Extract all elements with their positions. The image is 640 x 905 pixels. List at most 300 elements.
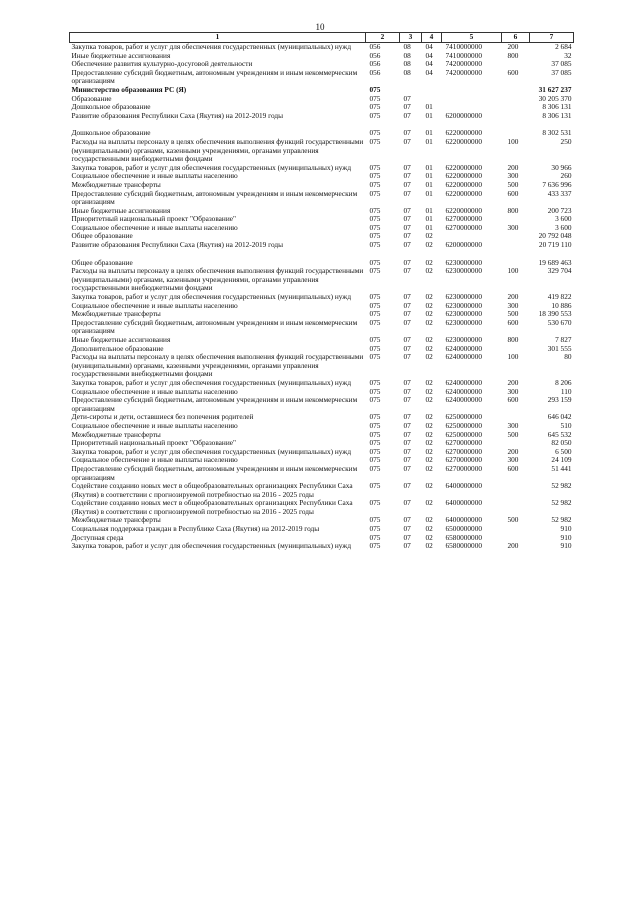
cell-section: 07: [403, 300, 411, 310]
cell-subsection: 01: [425, 222, 433, 232]
cell-section: 08: [403, 59, 411, 69]
table-row: [70, 86, 574, 95]
cell-expense-type: 200: [507, 292, 519, 302]
table-row: [70, 120, 574, 138]
cell-amount: 910: [560, 541, 572, 551]
cell-amount: 7 827: [555, 335, 572, 344]
cell-target-item: 6270000000: [445, 446, 482, 456]
cell-subsection: 02: [425, 455, 433, 465]
table-row: [70, 241, 574, 250]
cell-amount: 19 689 463: [538, 257, 572, 267]
cell-expense-type: 800: [507, 335, 519, 344]
cell-subsection: 02: [425, 343, 433, 353]
cell-section: 07: [403, 317, 411, 327]
cell-target-item: 6250000000: [445, 412, 482, 422]
cell-target-item: 6270000000: [445, 438, 482, 448]
cell-admin: 075: [369, 136, 381, 146]
cell-amount: 8 306 131: [542, 110, 572, 120]
budget-table: [69, 32, 574, 551]
cell-amount: 910: [560, 532, 572, 542]
table-row: [70, 542, 574, 551]
cell-subsection: 04: [425, 42, 433, 51]
cell-admin: 075: [369, 317, 381, 327]
cell-subsection: 01: [425, 179, 433, 189]
cell-section: 07: [403, 438, 411, 448]
cell-amount: 910: [560, 524, 572, 534]
cell-name: Иные бюджетные ассигнования: [71, 335, 171, 344]
cell-subsection: 02: [425, 335, 433, 344]
cell-amount: 32: [564, 50, 572, 60]
cell-admin: 075: [369, 515, 381, 525]
cell-amount: 10 886: [551, 300, 572, 310]
table-row: [70, 250, 574, 268]
cell-section: 07: [403, 205, 411, 215]
cell-subsection: 02: [425, 541, 433, 551]
cell-name: Социальное обеспечение и иные выплаты населению: [71, 300, 238, 310]
cell-name: Расходы на выплаты персоналу в целях обеспечения выполнения функций государственными (муниципальными) органами, казенными учреждениями, органами управления государственными внебюджетными фондами: [71, 266, 364, 293]
cell-target-item: 6270000000: [445, 222, 482, 232]
cell-name: Межбюджетные трансферты: [71, 179, 161, 189]
cell-target-item: 6580000000: [445, 532, 482, 542]
cell-amount: 200 723: [547, 205, 572, 215]
cell-target-item: 7420000000: [445, 59, 482, 69]
cell-name: Закупка товаров, работ и услуг для обеспечения государственных (муниципальных) нужд: [71, 446, 352, 456]
cell-admin: 075: [369, 429, 381, 439]
cell-section: 07: [403, 214, 411, 224]
cell-subsection: 02: [425, 257, 433, 267]
cell-amount: 8 306 131: [542, 102, 572, 112]
cell-admin: 075: [369, 179, 381, 189]
cell-expense-type: 600: [507, 317, 519, 327]
cell-target-item: 6270000000: [445, 214, 482, 224]
cell-name: Предоставление субсидий бюджетным, автономным учреждениям и иным некоммерческим организациям: [71, 188, 358, 207]
cell-admin: 075: [369, 257, 381, 267]
cell-expense-type: 500: [507, 429, 519, 439]
cell-expense-type: 500: [507, 309, 519, 319]
cell-target-item: 6500000000: [445, 524, 482, 534]
cell-expense-type: 300: [507, 222, 519, 232]
header-col-1: 1: [70, 33, 366, 43]
cell-section: 07: [403, 481, 411, 491]
cell-target-item: 6200000000: [445, 110, 482, 120]
cell-name: Закупка товаров, работ и услуг для обеспечения государственных (муниципальных) нужд: [71, 42, 352, 51]
cell-target-item: 7420000000: [445, 67, 482, 77]
cell-amount: 18 390 553: [538, 309, 572, 319]
cell-admin: 075: [369, 110, 381, 120]
cell-expense-type: 600: [507, 395, 519, 405]
cell-amount: 7 636 996: [542, 179, 572, 189]
cell-name: Развитие образования Республики Саха (Якутия) на 2012-2019 годы: [71, 240, 284, 250]
table-row: [70, 267, 574, 293]
cell-admin: 075: [369, 412, 381, 422]
cell-expense-type: [502, 103, 530, 112]
cell-subsection: 02: [425, 498, 433, 508]
cell-section: 07: [403, 240, 411, 250]
cell-target-item: 6200000000: [445, 240, 482, 250]
table-row: [70, 69, 574, 86]
cell-subsection: 02: [425, 309, 433, 319]
cell-name: Общее образование: [71, 231, 133, 241]
cell-name: Обеспечение развития культурно-досуговой деятельности: [71, 59, 253, 69]
cell-admin: 075: [369, 343, 381, 353]
cell-section: 07: [403, 222, 411, 232]
cell-target-item: 6400000000: [445, 515, 482, 525]
cell-expense-type: [502, 112, 530, 121]
table-row: [70, 353, 574, 379]
cell-amount: 8 302 531: [542, 128, 572, 138]
cell-target-item: 7410000000: [445, 50, 482, 60]
cell-target-item: 6270000000: [445, 463, 482, 473]
cell-admin: 075: [369, 84, 381, 94]
cell-section: 08: [403, 50, 411, 60]
header-col-7: 7: [530, 33, 574, 43]
cell-name: Закупка товаров, работ и услуг для обеспечения государственных (муниципальных) нужд: [71, 541, 352, 551]
cell-subsection: 04: [425, 50, 433, 60]
cell-name: Межбюджетные трансферты: [71, 309, 161, 319]
cell-subsection: 02: [425, 386, 433, 396]
cell-amount: 52 982: [551, 481, 572, 491]
cell-name: Общее образование: [71, 257, 133, 267]
cell-amount: 530 670: [547, 317, 572, 327]
cell-admin: 075: [369, 532, 381, 542]
cell-amount: 37 085: [551, 67, 572, 77]
cell-expense-type: 100: [507, 266, 519, 276]
cell-name: Социальное обеспечение и иные выплаты населению: [71, 455, 238, 465]
cell-name: Социальное обеспечение и иные выплаты населению: [71, 171, 238, 181]
cell-target-item: 6240000000: [445, 386, 482, 396]
cell-name: Приоритетный национальный проект "Образование": [71, 438, 236, 448]
cell-subsection: 02: [425, 515, 433, 525]
cell-amount: 3 600: [555, 222, 572, 232]
cell-amount: 52 982: [551, 498, 572, 508]
cell-expense-type: 100: [507, 136, 519, 146]
cell-amount: 20 792 048: [538, 231, 572, 241]
cell-name: Иные бюджетные ассигнования: [71, 205, 171, 215]
table-row: [70, 112, 574, 121]
cell-admin: 075: [369, 524, 381, 534]
cell-admin: 075: [369, 93, 381, 103]
cell-name: Содействие созданию новых мест в общеобразовательных организациях Республики Саха (Якутия) в соответствии с прогнозируемой потребностью на 2016 - 2025 годы: [71, 481, 353, 499]
cell-admin: 075: [369, 128, 381, 138]
cell-name: Предоставление субсидий бюджетным, автономным учреждениям и иным некоммерческим организациям: [71, 67, 358, 86]
cell-admin: 075: [369, 266, 381, 276]
cell-amount: 8 206: [555, 377, 572, 387]
cell-subsection: 01: [425, 171, 433, 181]
cell-subsection: 04: [425, 67, 433, 77]
cell-name: Межбюджетные трансферты: [71, 515, 161, 525]
cell-expense-type: 300: [507, 420, 519, 430]
cell-name: Закупка товаров, работ и услуг для обеспечения государственных (муниципальных) нужд: [71, 162, 352, 172]
cell-subsection: 02: [425, 532, 433, 542]
cell-section: 07: [403, 455, 411, 465]
cell-section: 07: [403, 292, 411, 302]
cell-target-item: 6230000000: [445, 266, 482, 276]
cell-admin: 075: [369, 309, 381, 319]
cell-section: 07: [403, 335, 411, 344]
cell-admin: 075: [369, 214, 381, 224]
cell-subsection: [422, 86, 442, 95]
header-col-5: 5: [442, 33, 502, 43]
cell-target-item: 6400000000: [445, 481, 482, 491]
cell-expense-type: 300: [507, 455, 519, 465]
cell-section: 07: [403, 188, 411, 198]
cell-section: 07: [403, 309, 411, 319]
cell-expense-type: [502, 241, 530, 250]
cell-target-item: 6580000000: [445, 541, 482, 551]
cell-section: 07: [403, 93, 411, 103]
cell-amount: 30 966: [551, 162, 572, 172]
cell-amount: 30 205 370: [538, 93, 572, 103]
cell-amount: 419 822: [547, 292, 572, 302]
cell-expense-type: [502, 86, 530, 95]
cell-subsection: 02: [425, 352, 433, 362]
table-row: [70, 224, 574, 233]
cell-subsection: 02: [425, 231, 433, 241]
cell-amount: 293 159: [547, 395, 572, 405]
cell-amount: 52 982: [551, 515, 572, 525]
cell-admin: 075: [369, 438, 381, 448]
cell-name: Закупка товаров, работ и услуг для обеспечения государственных (муниципальных) нужд: [71, 377, 352, 387]
cell-name: Иные бюджетные ассигнования: [71, 50, 171, 60]
cell-section: 07: [403, 386, 411, 396]
table-row: [70, 525, 574, 534]
cell-section: 07: [403, 524, 411, 534]
cell-amount: 433 337: [547, 188, 572, 198]
cell-section: 07: [403, 532, 411, 542]
table-row: [70, 465, 574, 482]
header-col-4: 4: [422, 33, 442, 43]
cell-name: Приоритетный национальный проект "Образование": [71, 214, 236, 224]
cell-admin: 075: [369, 377, 381, 387]
cell-section: 08: [403, 67, 411, 77]
cell-target-item: 6220000000: [445, 205, 482, 215]
cell-section: 07: [403, 343, 411, 353]
cell-subsection: 04: [425, 59, 433, 69]
cell-section: 07: [403, 463, 411, 473]
cell-subsection: 01: [425, 205, 433, 215]
cell-section: 07: [403, 102, 411, 112]
cell-section: 07: [403, 266, 411, 276]
cell-section: 07: [403, 429, 411, 439]
cell-admin: 075: [369, 292, 381, 302]
cell-target-item: 6230000000: [445, 335, 482, 344]
cell-admin: 075: [369, 498, 381, 508]
cell-expense-type: 200: [507, 377, 519, 387]
table-row: [70, 138, 574, 164]
table-row: [70, 319, 574, 336]
cell-admin: 075: [369, 481, 381, 491]
cell-admin: 075: [369, 352, 381, 362]
cell-target-item: 6220000000: [445, 188, 482, 198]
cell-target-item: [442, 95, 502, 104]
cell-name: Предоставление субсидий бюджетным, автономным учреждениям и иным некоммерческим организациям: [71, 463, 358, 482]
cell-name: Закупка товаров, работ и услуг для обеспечения государственных (муниципальных) нужд: [71, 292, 352, 302]
cell-subsection: 02: [425, 395, 433, 405]
cell-admin: 075: [369, 205, 381, 215]
cell-section: 07: [403, 128, 411, 138]
cell-section: 07: [403, 110, 411, 120]
cell-target-item: 6220000000: [445, 171, 482, 181]
cell-section: 07: [403, 231, 411, 241]
cell-name: Дополнительное образование: [71, 343, 164, 353]
cell-amount: 329 704: [547, 266, 572, 276]
cell-subsection: 02: [425, 377, 433, 387]
cell-name: Расходы на выплаты персоналу в целях обеспечения выполнения функций государственными (муниципальными) органами, казенными учреждениями, органами управления государственными внебюджетными фондами: [71, 136, 364, 164]
cell-target-item: 6240000000: [445, 395, 482, 405]
cell-expense-type: [502, 499, 530, 516]
cell-admin: 075: [369, 335, 381, 344]
cell-subsection: 01: [425, 214, 433, 224]
cell-target-item: 6220000000: [445, 136, 482, 146]
cell-amount: 80: [564, 352, 572, 362]
cell-subsection: 02: [425, 292, 433, 302]
cell-expense-type: 800: [507, 50, 519, 60]
cell-target-item: 6250000000: [445, 429, 482, 439]
cell-expense-type: 600: [507, 463, 519, 473]
page-number: 10: [315, 22, 325, 32]
cell-subsection: 02: [425, 446, 433, 456]
cell-section: 07: [403, 257, 411, 267]
cell-subsection: 02: [425, 438, 433, 448]
cell-subsection: 02: [425, 300, 433, 310]
table-body: [70, 43, 574, 551]
cell-expense-type: 200: [507, 541, 519, 551]
cell-admin: 075: [369, 231, 381, 241]
cell-expense-type: [502, 120, 530, 138]
cell-expense-type: 300: [507, 386, 519, 396]
cell-admin: 075: [369, 446, 381, 456]
cell-expense-type: 200: [507, 162, 519, 172]
cell-target-item: 6230000000: [445, 317, 482, 327]
cell-admin: 075: [369, 541, 381, 551]
cell-name: Образование: [71, 93, 112, 103]
cell-amount: 260: [560, 171, 572, 181]
cell-target-item: 6240000000: [445, 343, 482, 353]
cell-amount: 31 627 237: [538, 84, 572, 94]
cell-admin: 075: [369, 222, 381, 232]
cell-subsection: 02: [425, 420, 433, 430]
table-row: [70, 482, 574, 499]
cell-amount: 20 719 110: [538, 240, 572, 250]
cell-name: Предоставление субсидий бюджетным, автономным учреждениям и иным некоммерческим организациям: [71, 317, 358, 336]
cell-expense-type: 200: [507, 42, 519, 51]
cell-section: 08: [403, 42, 411, 51]
cell-name: Социальная поддержка граждан в Республике Саха (Якутия) на 2012-2019 годы: [71, 524, 320, 534]
cell-name: Расходы на выплаты персоналу в целях обеспечения выполнения функций государственными (муниципальными) органами, казенными учреждениями, органами управления государственными внебюджетными фондами: [71, 352, 364, 379]
cell-amount: 110: [560, 386, 572, 396]
header-col-3: 3: [400, 33, 422, 43]
cell-subsection: 01: [425, 188, 433, 198]
cell-admin: 075: [369, 240, 381, 250]
header-col-2: 2: [366, 33, 400, 43]
cell-subsection: 01: [425, 102, 433, 112]
cell-section: 07: [403, 352, 411, 362]
cell-admin: 075: [369, 188, 381, 198]
cell-name: Развитие образования Республики Саха (Якутия) на 2012-2019 годы: [71, 110, 284, 120]
cell-section: 07: [403, 179, 411, 189]
cell-target-item: 6220000000: [445, 128, 482, 138]
table-header-row: [70, 33, 574, 43]
cell-amount: 3 600: [555, 214, 572, 224]
cell-admin: 075: [369, 395, 381, 405]
cell-name: Дошкольное образование: [71, 102, 151, 112]
cell-target-item: 6240000000: [445, 377, 482, 387]
cell-name: Предоставление субсидий бюджетным, автономным учреждениям и иным некоммерческим организациям: [71, 395, 358, 413]
cell-amount: 2 684: [555, 42, 572, 51]
cell-name: Социальное обеспечение и иные выплаты населению: [71, 420, 238, 430]
cell-expense-type: [502, 525, 530, 534]
cell-name: Дети-сироты и дети, оставшиеся без попечения родителей: [71, 412, 254, 422]
cell-expense-type: 500: [507, 515, 519, 525]
cell-amount: 510: [560, 420, 572, 430]
cell-expense-type: [502, 250, 530, 268]
cell-admin: 075: [369, 171, 381, 181]
cell-section: 07: [403, 377, 411, 387]
cell-subsection: 01: [425, 110, 433, 120]
cell-target-item: 6230000000: [445, 292, 482, 302]
cell-subsection: 02: [425, 266, 433, 276]
cell-target-item: 6220000000: [445, 179, 482, 189]
cell-subsection: 02: [425, 524, 433, 534]
cell-amount: 37 085: [551, 59, 572, 69]
cell-expense-type: 500: [507, 179, 519, 189]
cell-subsection: 02: [425, 317, 433, 327]
cell-expense-type: 300: [507, 171, 519, 181]
cell-section: 07: [403, 171, 411, 181]
cell-amount: 51 441: [551, 463, 572, 473]
cell-subsection: 01: [425, 136, 433, 146]
cell-target-item: 6240000000: [445, 352, 482, 362]
cell-target-item: 6250000000: [445, 420, 482, 430]
cell-section: 07: [403, 420, 411, 430]
cell-admin: 056: [369, 50, 381, 60]
cell-name: Доступная среда: [71, 532, 124, 542]
cell-name: Межбюджетные трансферты: [71, 429, 161, 439]
cell-section: 07: [403, 498, 411, 508]
cell-section: 07: [403, 541, 411, 551]
cell-section: 07: [403, 515, 411, 525]
table-row: [70, 499, 574, 516]
cell-name: Социальное обеспечение и иные выплаты населению: [71, 386, 238, 396]
cell-admin: 075: [369, 300, 381, 310]
cell-target-item: 6230000000: [445, 300, 482, 310]
cell-amount: 82 050: [551, 438, 572, 448]
cell-expense-type: 800: [507, 205, 519, 215]
cell-subsection: 02: [425, 412, 433, 422]
cell-name: Министерство образования РС (Я): [71, 84, 187, 94]
cell-section: 07: [403, 412, 411, 422]
cell-expense-type: 300: [507, 300, 519, 310]
cell-section: 07: [403, 162, 411, 172]
cell-expense-type: [502, 95, 530, 104]
cell-amount: 24 109: [551, 455, 572, 465]
cell-expense-type: 600: [507, 67, 519, 77]
cell-section: 07: [403, 446, 411, 456]
cell-amount: 646 042: [547, 412, 572, 422]
cell-name: Социальное обеспечение и иные выплаты населению: [71, 222, 238, 232]
cell-amount: 6 500: [555, 446, 572, 456]
cell-subsection: 02: [425, 463, 433, 473]
cell-target-item: 6220000000: [445, 162, 482, 172]
cell-expense-type: 100: [507, 352, 519, 362]
cell-target-item: 6230000000: [445, 309, 482, 319]
cell-target-item: 6270000000: [445, 455, 482, 465]
cell-subsection: 01: [425, 128, 433, 138]
cell-admin: 056: [369, 42, 381, 51]
table-row: [70, 396, 574, 413]
cell-admin: 075: [369, 455, 381, 465]
cell-section: 07: [403, 136, 411, 146]
